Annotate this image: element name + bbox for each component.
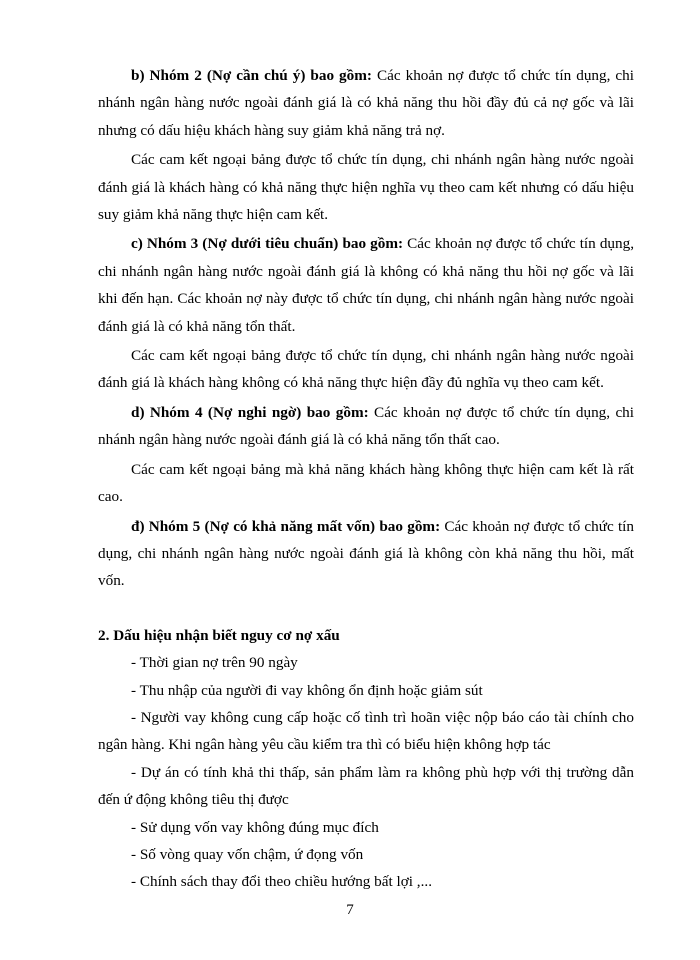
warning-sign-item: - Người vay không cung cấp hoặc cố tình trì hoãn việc nộp báo cáo tài chính cho ngân hàng. Khi ngân hàng yêu cầu kiểm tra thì có biểu hiện không hợp tác [98, 708, 634, 754]
group-2-paragraph [98, 62, 634, 144]
group-2-title: b) Nhóm 2 (Nợ cần chú ý) bao gồm: [131, 67, 372, 84]
group-3-paragraph [98, 230, 634, 340]
group-3-title: c) Nhóm 3 (Nợ dưới tiêu chuẩn) bao gồm: [131, 235, 404, 253]
group-2-offbalance-paragraph: Các cam kết ngoại bảng được tổ chức tín dụng, chi nhánh ngân hàng nước ngoài đánh giá là khách hàng có khả năng thực hiện nghĩa vụ theo cam kết nhưng có dấu hiệu suy giảm khả năng thực hiện cam kết. [98, 151, 634, 224]
group-4-text: Các khoản nợ được tổ chức tín dụng, chi nhánh ngân hàng nước ngoài đánh giá là có khả năng tổn thất cao. [98, 403, 634, 449]
section-2-heading: 2. Dấu hiệu nhận biết nguy cơ nợ xấu [98, 626, 340, 644]
group-5-title: đ) Nhóm 5 (Nợ có khả năng mất vốn) bao gồm: [131, 517, 441, 535]
warning-sign-item: - Sử dụng vốn vay không đúng mục đích [131, 818, 379, 836]
group-3-offbalance-paragraph: Các cam kết ngoại bảng được tổ chức tín dụng, chi nhánh ngân hàng nước ngoài đánh giá là khách hàng không có khả năng thực hiện đầy đủ nghĩa vụ theo cam kết. [98, 347, 634, 392]
group-4-title: d) Nhóm 4 (Nợ nghi ngờ) bao gồm: [131, 403, 369, 421]
page-content [98, 62, 634, 896]
warning-sign-item: - Thu nhập của người đi vay không ổn định hoặc giảm sút [131, 681, 483, 699]
warning-sign-item: - Thời gian nợ trên 90 ngày [131, 654, 298, 672]
warning-sign-item: - Chính sách thay đổi theo chiều hướng bất lợi ,... [131, 873, 432, 891]
page-number: 7 [346, 902, 354, 918]
warning-sign-item: - Số vòng quay vốn chậm, ứ đọng vốn [131, 845, 364, 863]
group-5-text: Các khoản nợ được tổ chức tín dụng, chi nhánh ngân hàng nước ngoài đánh giá là không còn khả năng thu hồi, mất vốn. [98, 517, 635, 590]
group-2-text: Các khoản nợ được tổ chức tín dụng, chi nhánh ngân hàng nước ngoài đánh giá là có khả năng thu hồi đầy đủ cả nợ gốc và lãi nhưng có dấu hiệu khách hàng suy giảm khả năng trả nợ. [98, 67, 634, 139]
group-5-paragraph [98, 513, 634, 595]
group-3-text: Các khoản nợ được tổ chức tín dụng, chi nhánh ngân hàng nước ngoài đánh giá là không có khả năng thu hồi nợ gốc và lãi khi đến hạn. Các khoản nợ này được tổ chức tín dụng, chi nhánh ngân hàng nước ngoài đánh giá là có khả năng tổn thất. [98, 235, 634, 335]
warning-sign-item: - Dự án có tính khả thi thấp, sản phẩm làm ra không phù hợp với thị trường dẫn đến ứ động không tiêu thị được [98, 763, 634, 809]
group-4-paragraph [98, 399, 634, 454]
group-4-offbalance-paragraph: Các cam kết ngoại bảng mà khả năng khách hàng không thực hiện cam kết là rất cao. [98, 460, 634, 506]
